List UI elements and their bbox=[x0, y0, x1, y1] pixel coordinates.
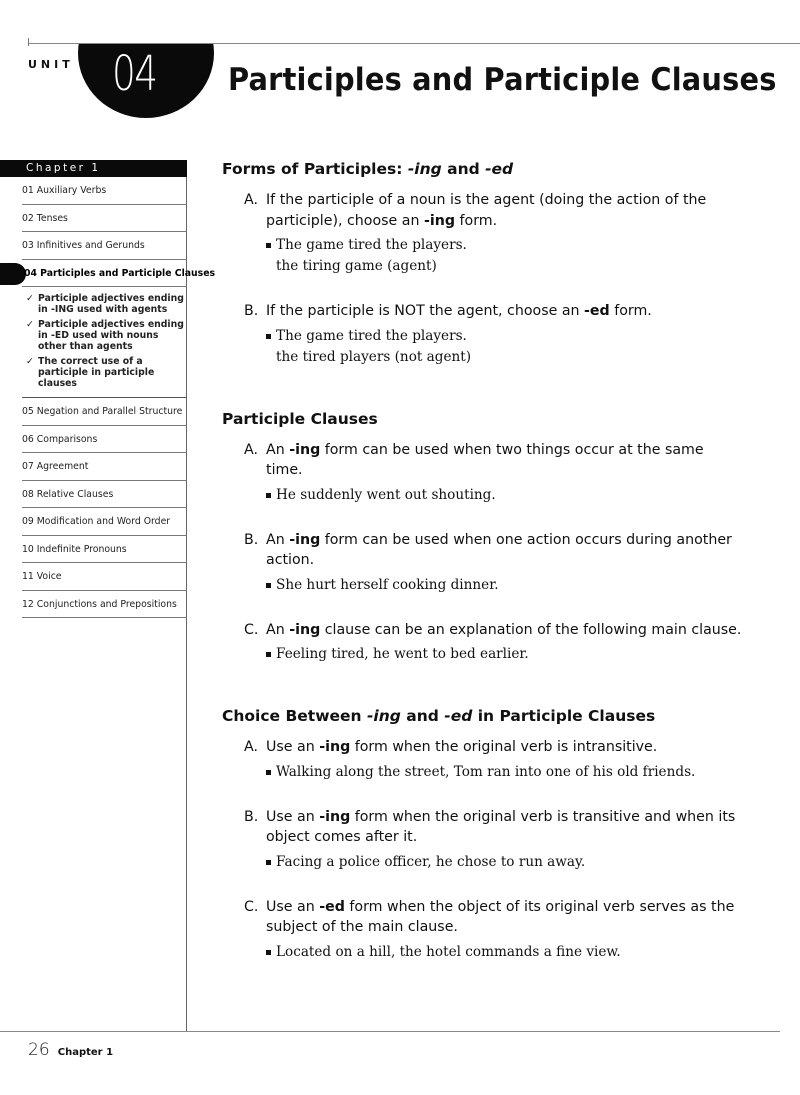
grammar-rule bbox=[222, 807, 742, 848]
unit-label: UNIT bbox=[28, 58, 74, 71]
grammar-rule bbox=[222, 620, 742, 641]
footer-chapter-label: Chapter 1 bbox=[57, 1047, 114, 1058]
rule-keyword: -ing bbox=[289, 441, 321, 458]
rule-spacer bbox=[222, 277, 742, 291]
rule-spacer bbox=[222, 783, 742, 797]
rule-keyword: -ing bbox=[319, 808, 351, 825]
toc-item[interactable] bbox=[22, 177, 187, 205]
rule-letter: B. bbox=[244, 303, 259, 319]
rule-text: form can be used when one action occurs during another action. bbox=[266, 531, 732, 568]
toc-item[interactable] bbox=[22, 232, 187, 260]
toc-item-label: 10 Indefinite Pronouns bbox=[22, 543, 127, 555]
heading-text: Participle Clauses bbox=[222, 409, 378, 428]
grammar-rule bbox=[222, 190, 742, 231]
toc-item[interactable] bbox=[22, 205, 187, 233]
example-line: She hurt herself cooking dinner. bbox=[276, 576, 499, 593]
rule-text: An bbox=[266, 441, 290, 458]
example-line: the tiring game (agent) bbox=[276, 258, 437, 274]
current-unit-marker bbox=[0, 263, 26, 285]
toc-item-label: 06 Comparisons bbox=[22, 433, 98, 445]
bullet-icon bbox=[266, 652, 271, 657]
heading-text: Forms of Participles: bbox=[222, 160, 408, 178]
example-sentence bbox=[222, 762, 742, 783]
bullet-icon bbox=[266, 243, 271, 248]
page-title: Participles and Participle Clauses bbox=[228, 62, 777, 98]
toc-item-current[interactable] bbox=[22, 260, 216, 288]
toc-item[interactable] bbox=[22, 426, 187, 454]
toc-item-label: 01 Auxiliary Verbs bbox=[22, 185, 107, 196]
unit-number: 04 bbox=[112, 46, 157, 102]
rule-text: An bbox=[266, 621, 290, 638]
toc-item-label: 02 Tenses bbox=[22, 212, 68, 224]
rule-text: form when the original verb is transitive and when its object comes after it. bbox=[266, 808, 736, 845]
unit-topic-label: Participle adjectives ending in -ING used with agents bbox=[38, 293, 184, 315]
toc-item-label: 04 Participles and Participle Clauses bbox=[24, 267, 216, 279]
grammar-rule bbox=[222, 897, 742, 938]
section-heading bbox=[222, 705, 742, 727]
example-line: The game tired the players. bbox=[276, 327, 467, 344]
example-sentence bbox=[222, 575, 742, 596]
unit-topic-item[interactable] bbox=[22, 356, 187, 389]
rule-text: If the participle is NOT the agent, choose an bbox=[266, 303, 585, 319]
bullet-icon bbox=[266, 334, 271, 339]
toc-item-label: 11 Voice bbox=[22, 571, 62, 582]
rule-letter: A. bbox=[244, 441, 258, 458]
rule-keyword: -ed bbox=[319, 898, 345, 915]
example-sentence bbox=[222, 942, 742, 963]
unit-topic-item[interactable] bbox=[22, 319, 187, 352]
rule-spacer bbox=[222, 596, 742, 610]
rule-letter: B. bbox=[244, 808, 259, 825]
heading-text: Choice Between bbox=[222, 707, 367, 725]
section-heading bbox=[222, 408, 742, 430]
example-line: He suddenly went out shouting. bbox=[276, 486, 496, 503]
heading-suffix-term: -ing bbox=[407, 160, 442, 178]
heading-text: and bbox=[400, 707, 445, 725]
bullet-icon bbox=[266, 583, 271, 588]
example-sentence bbox=[222, 644, 742, 665]
page-footer bbox=[28, 1040, 113, 1060]
rule-spacer bbox=[222, 873, 742, 887]
rule-letter: A. bbox=[244, 192, 258, 208]
rule-letter: C. bbox=[244, 621, 259, 638]
example-sentence bbox=[222, 852, 742, 873]
toc-item-label: 07 Agreement bbox=[22, 461, 89, 472]
heading-text: in Participle Clauses bbox=[472, 707, 656, 725]
grammar-rule bbox=[222, 440, 742, 481]
example-line: Walking along the street, Tom ran into one of his old friends. bbox=[276, 763, 696, 780]
toc-item[interactable] bbox=[22, 481, 187, 509]
bullet-icon bbox=[266, 770, 271, 775]
rule-text: If the participle of a noun is the agent (doing the action of the participle), choose an bbox=[266, 192, 707, 229]
bullet-icon bbox=[266, 950, 271, 955]
toc-item[interactable] bbox=[22, 591, 187, 619]
rule-text: Use an bbox=[266, 898, 320, 915]
page-number: 26 bbox=[28, 1040, 50, 1060]
checkmark-icon: ✓ bbox=[26, 319, 34, 330]
rule-text: form can be used when two things occur at the same time. bbox=[266, 441, 704, 478]
grammar-rule bbox=[222, 530, 742, 571]
example-line: the tired players (not agent) bbox=[276, 348, 472, 365]
toc-item[interactable] bbox=[22, 453, 187, 481]
header-rule bbox=[28, 43, 800, 44]
grammar-section bbox=[222, 158, 742, 368]
toc-item-label: 08 Relative Clauses bbox=[22, 488, 114, 500]
header-tick-mark bbox=[28, 38, 29, 46]
example-sentence bbox=[222, 235, 742, 277]
rule-text: form. bbox=[455, 212, 498, 229]
section-heading bbox=[222, 158, 742, 180]
rule-keyword: -ing bbox=[319, 739, 351, 755]
rule-letter: C. bbox=[244, 898, 259, 915]
rule-text: form. bbox=[609, 303, 652, 319]
checkmark-icon: ✓ bbox=[26, 356, 34, 367]
rule-text: An bbox=[266, 531, 290, 548]
bullet-icon bbox=[266, 860, 271, 865]
toc-item-label: 09 Modification and Word Order bbox=[22, 516, 171, 527]
heading-suffix-term: -ed bbox=[444, 707, 473, 725]
main-content bbox=[222, 158, 742, 963]
chapter-heading: Chapter 1 bbox=[0, 160, 187, 177]
rule-text: form when the object of its original verb serves as the subject of the main clause. bbox=[266, 898, 735, 935]
example-sentence bbox=[222, 326, 742, 368]
rule-text: clause can be an explanation of the following main clause. bbox=[320, 621, 742, 638]
grammar-section bbox=[222, 408, 742, 666]
rule-text: form when the original verb is intransitive. bbox=[350, 739, 658, 755]
toc-item[interactable] bbox=[22, 508, 187, 536]
heading-text: and bbox=[441, 160, 486, 178]
rule-keyword: -ing bbox=[424, 212, 456, 229]
toc-item-label: 03 Infinitives and Gerunds bbox=[22, 240, 145, 251]
example-line: The game tired the players. bbox=[276, 237, 467, 253]
rule-keyword: -ed bbox=[584, 303, 610, 319]
rule-letter: A. bbox=[244, 739, 258, 755]
rule-letter: B. bbox=[244, 531, 259, 548]
rule-text: Use an bbox=[266, 808, 320, 825]
example-line: Located on a hill, the hotel commands a fine view. bbox=[276, 943, 621, 960]
example-sentence bbox=[222, 485, 742, 506]
toc-item-label: 05 Negation and Parallel Structure bbox=[22, 406, 183, 417]
toc-item-label: 12 Conjunctions and Prepositions bbox=[22, 598, 177, 610]
footer-rule bbox=[0, 1031, 780, 1032]
chapter-toc bbox=[0, 160, 216, 618]
heading-suffix-term: -ed bbox=[485, 160, 514, 178]
toc-item[interactable] bbox=[22, 536, 187, 564]
grammar-rule bbox=[222, 301, 742, 322]
heading-suffix-term: -ing bbox=[366, 707, 401, 725]
rule-text: Use an bbox=[266, 739, 320, 755]
unit-badge-mask bbox=[70, 0, 230, 43]
unit-topics-list bbox=[22, 287, 187, 398]
rule-keyword: -ing bbox=[289, 621, 321, 638]
toc-item[interactable] bbox=[22, 398, 187, 426]
rule-keyword: -ing bbox=[289, 531, 321, 548]
unit-topic-item[interactable] bbox=[22, 293, 187, 315]
example-line: Feeling tired, he went to bed earlier. bbox=[276, 646, 529, 662]
example-line: Facing a police officer, he chose to run away. bbox=[276, 853, 586, 870]
checkmark-icon: ✓ bbox=[26, 293, 34, 304]
rule-spacer bbox=[222, 506, 742, 520]
grammar-section bbox=[222, 705, 742, 963]
unit-topic-label: The correct use of a participle in participle clauses bbox=[38, 356, 155, 389]
bullet-icon bbox=[266, 493, 271, 498]
toc-item[interactable] bbox=[22, 563, 187, 591]
grammar-rule bbox=[222, 737, 742, 758]
unit-topic-label: Participle adjectives ending in -ED used with nouns other than agents bbox=[38, 319, 184, 352]
